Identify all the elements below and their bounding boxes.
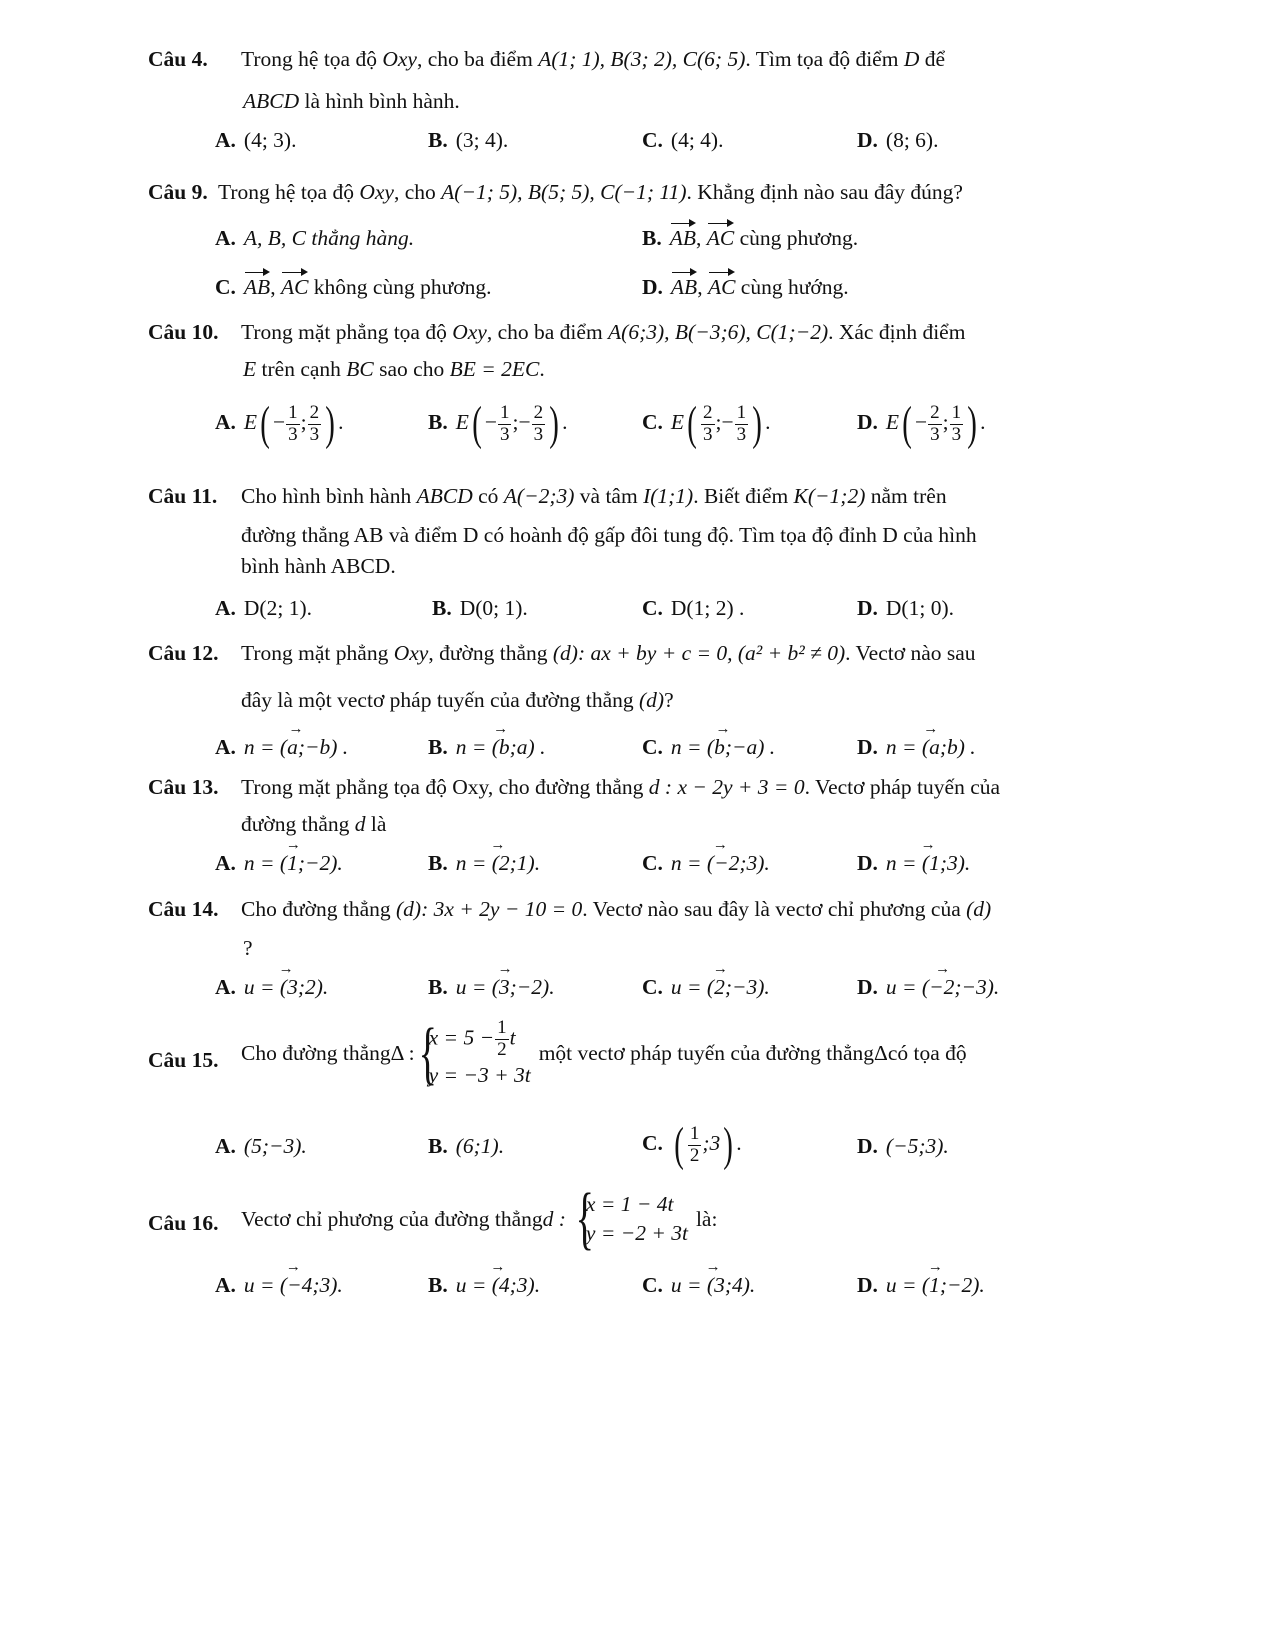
option-b[interactable]: B. (3; 4).: [428, 128, 509, 152]
option-d[interactable]: D. AB, AC cùng hướng.: [642, 275, 849, 299]
question-stem: Trong hệ tọa độ Oxy, cho ba điểm A(1; 1), B(3; 2), C(6; 5). Tìm tọa độ điểm D để: [241, 47, 946, 71]
option-a[interactable]: A. (4; 3).: [215, 128, 297, 152]
question-stem: Trong mặt phẳng tọa độ Oxy, cho đường thẳng d : x − 2y + 3 = 0. Vectơ pháp tuyến của: [241, 775, 1001, 799]
option-b[interactable]: B.→ n = (2;1).: [428, 851, 540, 876]
option-d[interactable]: D. E( − $\frac{2}{3}$ ; $\frac{1}{3}$ ) .: [857, 397, 986, 450]
question-12: Câu 12.: [148, 641, 219, 665]
option-c[interactable]: C. AB, AC không cùng phương.: [215, 275, 492, 299]
question-stem: Trong hệ tọa độ Oxy, cho A(−1; 5), B(5; 5), C(−1; 11). Khẳng định nào sau đây đúng?: [218, 180, 963, 204]
question-stem-cont: ?: [243, 936, 253, 960]
option-b[interactable]: B.→ n = (b;a) .: [428, 735, 545, 760]
option-c[interactable]: C. E( $\frac{2}{3}$ ;− $\frac{1}{3}$ ) .: [642, 397, 771, 450]
option-b[interactable]: B. (6;1).: [428, 1134, 505, 1158]
option-b[interactable]: B.→ u = (3;−2).: [428, 975, 555, 1000]
option-a[interactable]: A. A, B, C thẳng hàng.: [215, 226, 415, 250]
option-d[interactable]: D. (8; 6).: [857, 128, 939, 152]
question-13: Câu 13.: [148, 775, 219, 799]
option-a[interactable]: A. D(2; 1).: [215, 596, 312, 620]
question-11: Câu 11.: [148, 484, 218, 508]
question-10: Câu 10.: [148, 320, 219, 344]
option-c[interactable]: C. D(1; 2) .: [642, 596, 745, 620]
question-stem: Cho đường thẳng (d): 3x + 2y − 10 = 0. Vectơ nào sau đây là vectơ chỉ phương của (d): [241, 897, 992, 921]
question-stem-cont: đây là một vectơ pháp tuyến của đường thẳng (d)?: [241, 688, 674, 712]
question-stem: Cho đường thẳng Δ : { x = 5 − $\frac{1}{2}$ t y = −3 + 3t một vectơ pháp tuyến của đường thẳng Δ có tọa độ: [241, 1014, 967, 1092]
option-d[interactable]: D.→ u = (−2;−3).: [857, 975, 999, 1000]
question-9: Câu 9.: [148, 180, 208, 204]
option-d[interactable]: D. (−5;3).: [857, 1134, 949, 1158]
option-d[interactable]: D.→ u = (1;−2).: [857, 1273, 985, 1298]
option-c[interactable]: C.→ n = (b;−a) .: [642, 735, 775, 760]
question-stem-cont: bình hành ABCD.: [241, 554, 396, 578]
option-d[interactable]: D.→ n = (1;3).: [857, 851, 970, 876]
question-14: Câu 14.: [148, 897, 219, 921]
question-stem-cont: ABCD là hình bình hành.: [243, 89, 460, 113]
option-b[interactable]: B. AB, AC cùng phương.: [642, 226, 859, 250]
option-c[interactable]: C.→ u = (3;4).: [642, 1273, 755, 1298]
question-stem: Trong mặt phẳng tọa độ Oxy, cho ba điểm A(6;3), B(−3;6), C(1;−2). Xác định điểm: [241, 320, 966, 344]
question-number: Câu 4.: [148, 47, 208, 71]
option-d[interactable]: D.→ n = (a;b) .: [857, 735, 976, 760]
option-c[interactable]: C.→ n = (−2;3).: [642, 851, 770, 876]
option-a[interactable]: A.→ u = (3;2).: [215, 975, 328, 1000]
option-a[interactable]: A. (5;−3).: [215, 1134, 307, 1158]
option-c[interactable]: C.→ u = (2;−3).: [642, 975, 770, 1000]
equation-system: { x = 1 − 4t y = −2 + 3t: [575, 1180, 688, 1258]
question-stem: Vectơ chỉ phương của đường thẳng d : { x = 1 − 4t y = −2 + 3t là:: [241, 1180, 718, 1258]
option-c[interactable]: C. ( $\frac{1}{2}$ ;3) .: [642, 1118, 742, 1171]
option-a[interactable]: A.→ n = (1;−2).: [215, 851, 343, 876]
question-15: Câu 15.: [148, 1048, 219, 1072]
option-d[interactable]: D. D(1; 0).: [857, 596, 954, 620]
question-stem: Trong mặt phẳng Oxy, đường thẳng (d): ax + by + c = 0, (a² + b² ≠ 0). Vectơ nào sau: [241, 641, 976, 665]
question-stem: Cho hình bình hành ABCD có A(−2;3) và tâm I(1;1). Biết điểm K(−1;2) nằm trên: [241, 484, 947, 508]
option-b[interactable]: B.→ u = (4;3).: [428, 1273, 540, 1298]
question-stem-cont: E trên cạnh BC sao cho BE = 2EC.: [243, 357, 545, 381]
question-4: [148, 47, 208, 72]
question-16: Câu 16.: [148, 1211, 219, 1235]
option-c[interactable]: C. (4; 4).: [642, 128, 724, 152]
equation-system: { x = 5 − $\frac{1}{2}$ t y = −3 + 3t: [418, 1014, 531, 1092]
option-a[interactable]: A.→ n = (a;−b) .: [215, 735, 348, 760]
option-b[interactable]: B. D(0; 1).: [432, 596, 528, 620]
option-a[interactable]: A. E( − $\frac{1}{3}$ ; $\frac{2}{3}$ ) .: [215, 397, 344, 450]
question-stem-cont: đường thẳng AB và điểm D có hoành độ gấp đôi tung độ. Tìm tọa độ đỉnh D của hình: [241, 523, 977, 547]
option-b[interactable]: B. E( − $\frac{1}{3}$ ;− $\frac{2}{3}$ ) .: [428, 397, 568, 450]
option-a[interactable]: A.→ u = (−4;3).: [215, 1273, 343, 1298]
question-stem-cont: đường thẳng d là: [241, 812, 387, 836]
